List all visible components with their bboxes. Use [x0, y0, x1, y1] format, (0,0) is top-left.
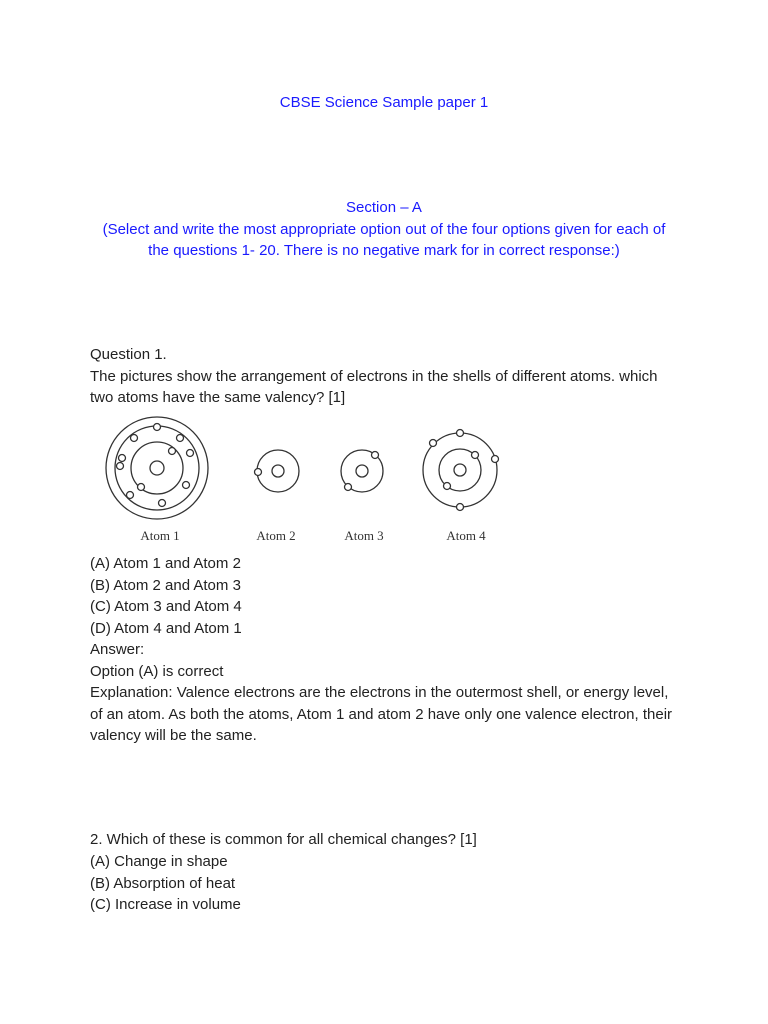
question-2-option-c: (C) Increase in volume: [90, 896, 241, 914]
atoms-diagram: [90, 413, 510, 551]
atoms-figure: [90, 413, 510, 551]
page-title: CBSE Science Sample paper 1: [279, 94, 489, 111]
question-2-text: 2. Which of these is common for all chemical changes? [1]: [90, 831, 477, 848]
atom-1-label: Atom 1: [140, 528, 180, 543]
section-instructions-line2: the questions 1- 20. There is no negative mark for in correct response:): [148, 242, 620, 259]
answer-text: Option (A) is correct: [90, 662, 224, 680]
explanation-line2: of an atom. As both the atoms, Atom 1 and atom 2 have only one valence electron, their: [90, 705, 673, 723]
question-text-line1: The pictures show the arrangement of electrons in the shells of different atoms. which: [90, 367, 658, 385]
question-2-option-b: (B) Absorption of heat: [90, 874, 236, 892]
question-2: [90, 829, 690, 916]
option-a: (A) Atom 1 and Atom 2: [90, 555, 241, 572]
option-c: (C) Atom 3 and Atom 4: [90, 598, 242, 615]
option-d: (D) Atom 4 and Atom 1: [90, 619, 242, 637]
section-header: [80, 197, 688, 262]
atom-2-electrons: [255, 469, 262, 476]
question-1: [90, 344, 690, 409]
atom-4-label: Atom 4: [446, 528, 486, 543]
question-2-option-a: (A) Change in shape: [90, 852, 228, 870]
section-instructions-line1: (Select and write the most appropriate option out of the four options given for each of: [102, 220, 666, 238]
answer-label: Answer:: [90, 641, 145, 658]
atom-3-label: Atom 3: [344, 528, 384, 543]
atom-2-label: Atom 2: [256, 528, 296, 543]
explanation-line3: valency will be the same.: [90, 727, 257, 744]
question-text-line2: two atoms have the same valency? [1]: [90, 389, 346, 406]
question-1-options-and-answer: [90, 553, 690, 747]
option-b: (B) Atom 2 and Atom 3: [90, 576, 241, 594]
section-heading: Section – A: [346, 199, 422, 216]
explanation-line1: Explanation: Valence electrons are the electrons in the outermost shell, or energy level,: [90, 684, 669, 701]
question-number: Question 1.: [90, 346, 167, 363]
